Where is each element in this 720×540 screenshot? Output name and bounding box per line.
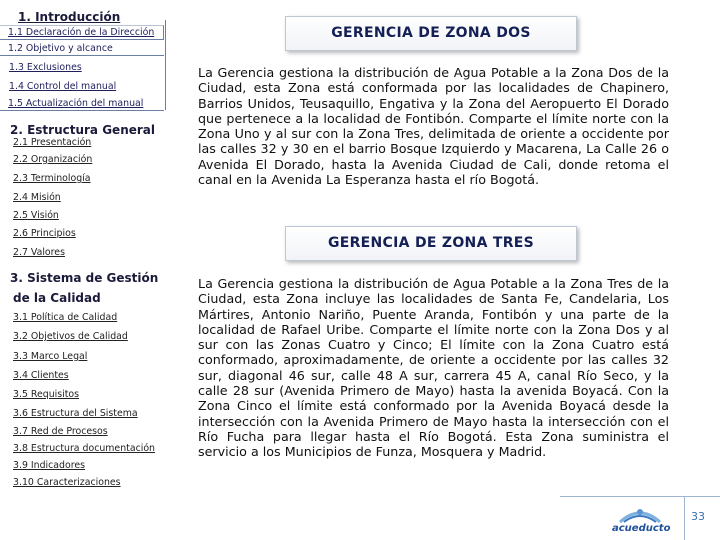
paragraph-zona-tres: La Gerencia gestiona la distribución de Agua Potable a la Zona Tres de la Ciudad, esta Zona incluye las localidades de Santa Fe, Candelaria, Los Mártires, Antonio Nariño, Puente Aranda, Fontibón y una parte de la localidad de Rafael Uribe. Comparte el límite norte con la Zona Dos y al sur con las Zonas Cuatro y Cinco; El límite con la Zona Cuatro está conformado, aproximadamente, de oriente a occidente por las calles 32 sur, diagonal 46 sur, calle 48 A sur, carrera 45 A, canal Río Seco, y la calle 28 sur (Avenida Primero de Mayo) hasta la avenida Boyacá. Con la Zona Cinco el límite está conformado por la Avenida Boyacá desde la intersección con la Avenida Primero de Mayo hasta la intersección con el Río Fucha para llegar hasta el Río Bogotá. Esta Zona suministra el servicio a los Municipios de Funza, Mosquera y Madrid. xyxy=(198,276,669,460)
header-zona-dos: GERENCIA DE ZONA DOS xyxy=(285,16,577,51)
nav-item-1-5[interactable]: 1.5 Actualización del manual xyxy=(0,97,164,111)
nav-item-2-6[interactable]: 2.6 Principios xyxy=(13,228,76,239)
nav-item-3-1[interactable]: 3.1 Política de Calidad xyxy=(13,312,118,323)
footer-divider xyxy=(560,496,720,497)
nav-item-2-7[interactable]: 2.7 Valores xyxy=(13,247,65,258)
nav-item-1-1[interactable]: 1.1 Declaración de la Dirección xyxy=(0,25,164,40)
section-2-title[interactable]: 2. Estructura General xyxy=(10,123,156,137)
paragraph-zona-dos: La Gerencia gestiona la distribución de Agua Potable a la Zona Dos de la Ciudad, esta Zona está conformada por las localidades de Chapinero, Barrios Unidos, Teusaquillo, Engativa y la Zona del Aeropuerto El Dorado que pertenece a la localidad de Fontibón. Comparte el límite norte con la Zona Uno y al sur con la Zona Tres, delimitada de oriente a occidente por las calles 32 y 30 en el barrio Bosque Izquierdo y Macarena, La Calle 26 o Avenida El Dorado, hasta la Avenida Ciudad de Cali, donde retoma el canal en la Avenida La Esperanza hasta el río Bogotá. xyxy=(198,65,669,188)
nav-item-3-9[interactable]: 3.9 Indicadores xyxy=(13,460,86,471)
nav-item-1-4[interactable]: 1.4 Control del manual xyxy=(9,81,117,92)
page-number: 33 xyxy=(691,510,705,523)
footer-vertical-divider xyxy=(684,496,685,540)
sidebar-nav xyxy=(0,0,170,540)
header-zona-tres: GERENCIA DE ZONA TRES xyxy=(285,226,577,261)
sidebar-divider xyxy=(165,20,166,110)
section-3-title-line2[interactable]: de la Calidad xyxy=(13,291,101,305)
nav-item-3-6[interactable]: 3.6 Estructura del Sistema xyxy=(13,408,138,419)
section-3-title-line1[interactable]: 3. Sistema de Gestión xyxy=(10,271,159,285)
nav-item-1-3[interactable]: 1.3 Exclusiones xyxy=(9,62,82,73)
nav-item-3-7[interactable]: 3.7 Red de Procesos xyxy=(13,426,108,437)
nav-item-3-3[interactable]: 3.3 Marco Legal xyxy=(13,351,88,362)
nav-item-3-10[interactable]: 3.10 Caracterizaciones xyxy=(13,477,121,488)
nav-item-2-2[interactable]: 2.2 Organización xyxy=(13,154,93,165)
nav-item-1-2[interactable]: 1.2 Objetivo y alcance xyxy=(0,42,164,56)
nav-item-3-8[interactable]: 3.8 Estructura documentación xyxy=(13,443,156,454)
nav-item-2-1[interactable]: 2.1 Presentación xyxy=(13,137,92,148)
nav-item-2-4[interactable]: 2.4 Misión xyxy=(13,192,61,203)
nav-item-2-3[interactable]: 2.3 Terminología xyxy=(13,173,91,184)
nav-item-3-4[interactable]: 3.4 Clientes xyxy=(13,370,69,381)
nav-item-2-5[interactable]: 2.5 Visión xyxy=(13,210,59,221)
logo-text: acueducto xyxy=(612,523,671,534)
nav-item-3-5[interactable]: 3.5 Requisitos xyxy=(13,389,80,400)
section-1-title[interactable]: 1. Introducción xyxy=(18,10,121,24)
nav-item-3-2[interactable]: 3.2 Objetivos de Calidad xyxy=(13,331,128,342)
